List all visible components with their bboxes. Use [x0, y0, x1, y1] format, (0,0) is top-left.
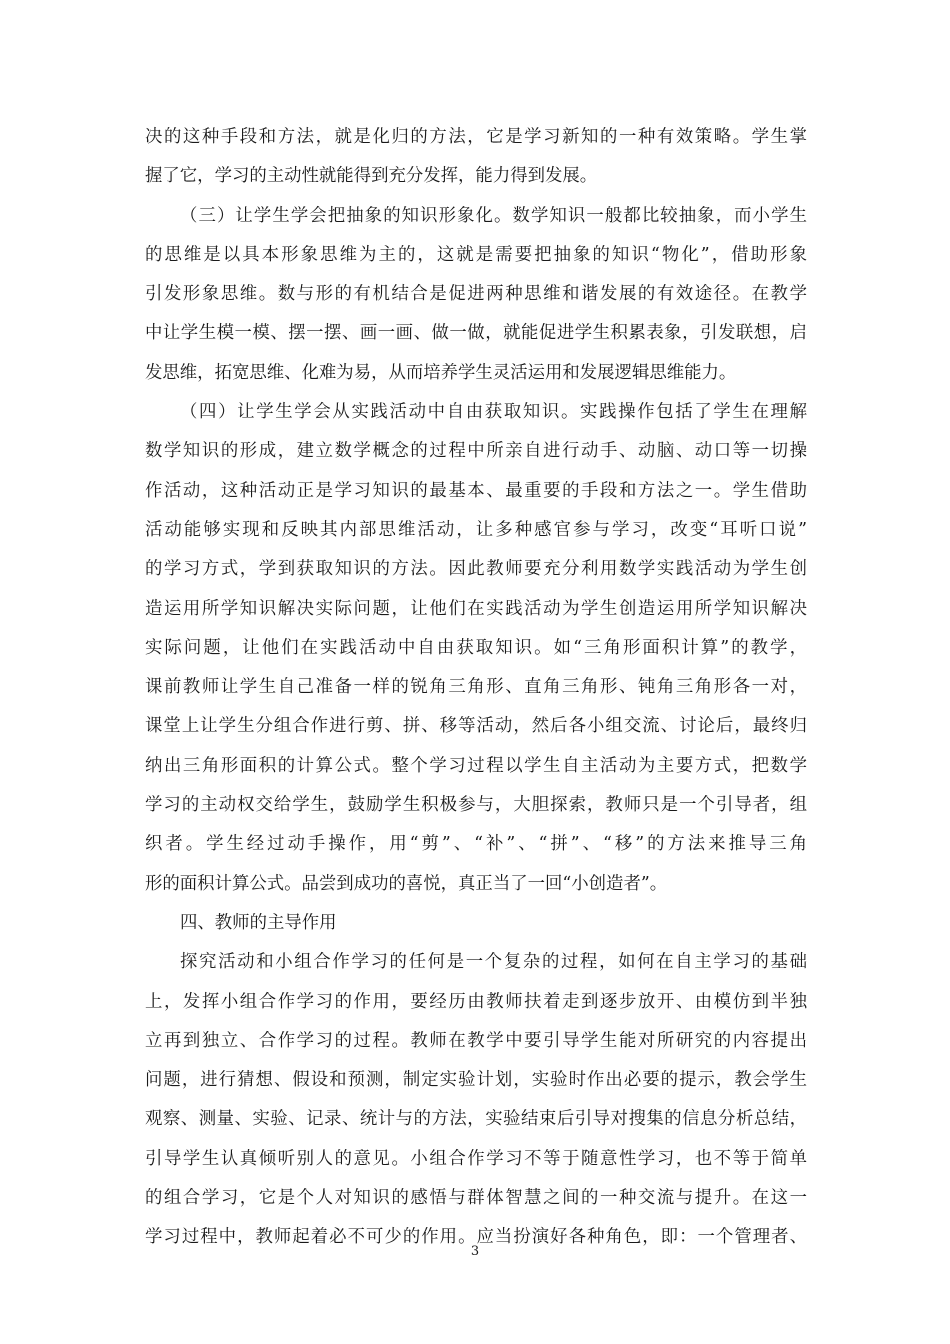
- text-line: 活动能够实现和反映其内部思维活动，让多种感官参与学习，改变“耳听口说”: [145, 519, 807, 540]
- text-line: 上，发挥小组合作学习的作用，要经历由教师扶着走到逐步放开、由模仿到半独: [145, 991, 807, 1012]
- text-line: （三）让学生学会把抽象的知识形象化。数学知识一般都比较抽象，而小学生: [180, 205, 807, 226]
- text-line: 四、教师的主导作用: [180, 912, 337, 933]
- text-line: 立再到独立、合作学习的过程。教师在教学中要引导学生能对所研究的内容提出: [145, 1030, 807, 1051]
- text-line: 实际问题，让他们在实践活动中自由获取知识。如“三角形面积计算”的教学，: [145, 637, 807, 658]
- text-line: 引发形象思维。数与形的有机结合是促进两种思维和谐发展的有效途径。在教学: [145, 284, 807, 305]
- text-line: 决的这种手段和方法，就是化归的方法，它是学习新知的一种有效策略。学生掌: [145, 127, 807, 147]
- text-line: 造运用所学知识解决实际问题，让他们在实践活动为学生创造运用所学知识解决: [145, 598, 807, 619]
- paragraph: [145, 197, 807, 393]
- text-line: 学习过程中，教师起着必不可少的作用。应当扮演好各种角色，即：一个管理者、: [145, 1227, 807, 1248]
- text-line: 学习的主动权交给学生，鼓励学生积极参与，大胆探索，教师只是一个引导者，组: [145, 795, 807, 816]
- paragraph: [145, 943, 807, 1257]
- page-number: 3: [470, 1244, 480, 1259]
- text-line: 形的面积计算公式。品尝到成功的喜悦，真正当了一回“小创造者”。: [145, 873, 668, 894]
- document-body: [145, 118, 807, 1258]
- text-line: 作活动，这种活动正是学习知识的最基本、最重要的手段和方法之一。学生借助: [145, 480, 807, 501]
- text-line: 握了它，学习的主动性就能得到充分发挥，能力得到发展。: [145, 166, 598, 187]
- text-line: （四）让学生学会从实践活动中自由获取知识。实践操作包括了学生在理解: [180, 402, 807, 423]
- text-line: 中让学生模一模、摆一摆、画一画、做一做，就能促进学生积累表象，引发联想，启: [145, 323, 807, 344]
- text-line: 数学知识的形成，建立数学概念的过程中所亲自进行动手、动脑、动口等一切操: [145, 441, 807, 462]
- text-line: 织者。学生经过动手操作，用“剪”、“补”、“拼”、“移”的方法来推导三角: [145, 834, 807, 855]
- text-line: 纳出三角形面积的计算公式。整个学习过程以学生自主活动为主要方式，把数学: [145, 755, 807, 776]
- text-line: 探究活动和小组合作学习的任何是一个复杂的过程，如何在自主学习的基础: [180, 952, 807, 973]
- paragraph: [145, 393, 807, 904]
- text-line: 课堂上让学生分组合作进行剪、拼、移等活动，然后各小组交流、讨论后，最终归: [145, 716, 807, 737]
- text-line: 引导学生认真倾听别人的意见。小组合作学习不等于随意性学习，也不等于简单: [145, 1148, 807, 1169]
- text-line: 的学习方式，学到获取知识的方法。因此教师要充分利用数学实践活动为学生创: [145, 559, 807, 580]
- text-line: 的组合学习，它是个人对知识的感悟与群体智慧之间的一种交流与提升。在这一: [145, 1188, 807, 1209]
- text-line: 问题，进行猜想、假设和预测，制定实验计划，实验时作出必要的提示，教会学生: [145, 1070, 807, 1091]
- text-line: 的思维是以具本形象思维为主的，这就是需要把抽象的知识“物化”，借助形象: [145, 244, 807, 265]
- text-line: 课前教师让学生自己准备一样的锐角三角形、直角三角形、钝角三角形各一对，: [145, 677, 807, 698]
- paragraph: [145, 904, 807, 943]
- text-line: 发思维，拓宽思维、化难为易，从而培养学生灵活运用和发展逻辑思维能力。: [145, 362, 737, 383]
- paragraph: [145, 118, 807, 197]
- text-line: 观察、测量、实验、记录、统计与的方法，实验结束后引导对搜集的信息分析总结，: [145, 1109, 807, 1130]
